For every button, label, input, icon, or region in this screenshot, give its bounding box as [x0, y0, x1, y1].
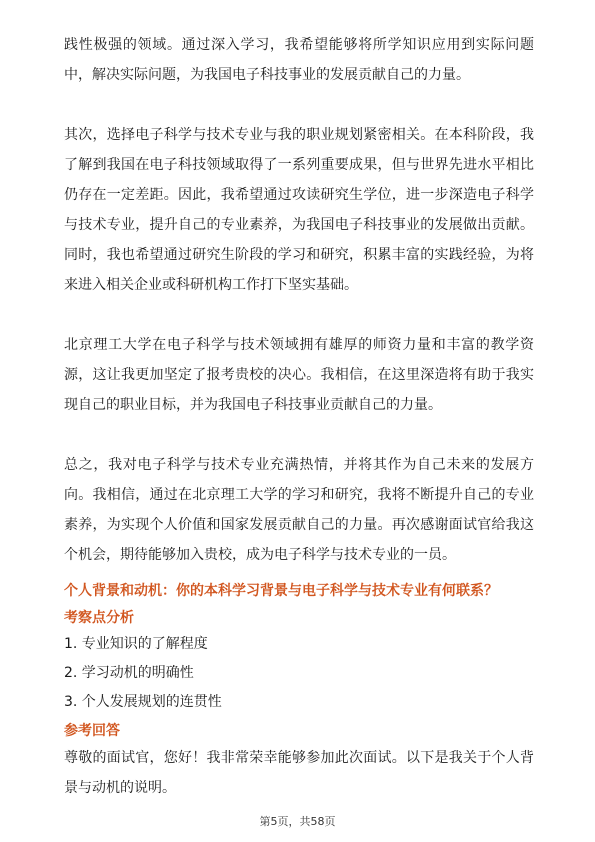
- page-content: [64, 30, 534, 803]
- analysis-point-1: 1. 专业知识的了解程度: [64, 636, 208, 652]
- paragraph-3: 北京理工大学在电子科学与技术领域拥有雄厚的师资力量和丰富的教学资源，这让我更加坚定了报考贵校的决心。我相信，在这里深造将有助于我实现自己的职业目标，并为我国电子科技事业贡献自己的力量。: [64, 337, 534, 413]
- paragraph-2: 其次，选择电子科学与技术专业与我的职业规划紧密相关。在本科阶段，我了解到我国在电子科技领域取得了一系列重要成果，但与世界先进水平相比仍存在一定差距。因此，我希望通过攻读研究生学位，进一步深造电子科学与技术专业，提升自己的专业素养，为我国电子科技事业的发展做出贡献。同时，我也希望通过研究生阶段的学习和研究，积累丰富的实践经验，为将来进入相关企业或科研机构工作打下坚实基础。: [64, 127, 534, 293]
- paragraph-spacer: [64, 300, 534, 330]
- analysis-point-2: 2. 学习动机的明确性: [64, 665, 194, 681]
- answer-text: 尊敬的面试官，您好！我非常荣幸能够参加此次面试。以下是我关于个人背景与动机的说明。: [64, 750, 534, 796]
- paragraph-spacer: [64, 90, 534, 120]
- paragraph-4: 总之，我对电子科学与技术专业充满热情，并将其作为自己未来的发展方向。我相信，通过在北京理工大学的学习和研究，我将不断提升自己的专业素养，为实现个人价值和国家发展贡献自己的力量。再次感谢面试官给我这个机会，期待能够加入贵校，成为电子科学与技术专业的一员。: [64, 457, 534, 563]
- analysis-heading: 考察点分析: [64, 610, 134, 626]
- question-heading: 个人背景和动机：你的本科学习背景与电子科学与技术专业有何联系？: [64, 583, 498, 599]
- paragraph-1: 践性极强的领域。通过深入学习，我希望能够将所学知识应用到实际问题中，解决实际问题，为我国电子科技事业的发展贡献自己的力量。: [64, 37, 534, 83]
- page-number-footer: 第5页，共58页: [259, 815, 336, 828]
- analysis-point-3: 3. 个人发展规划的连贯性: [64, 694, 222, 710]
- paragraph-spacer: [64, 420, 534, 450]
- answer-heading: 参考回答: [64, 723, 120, 739]
